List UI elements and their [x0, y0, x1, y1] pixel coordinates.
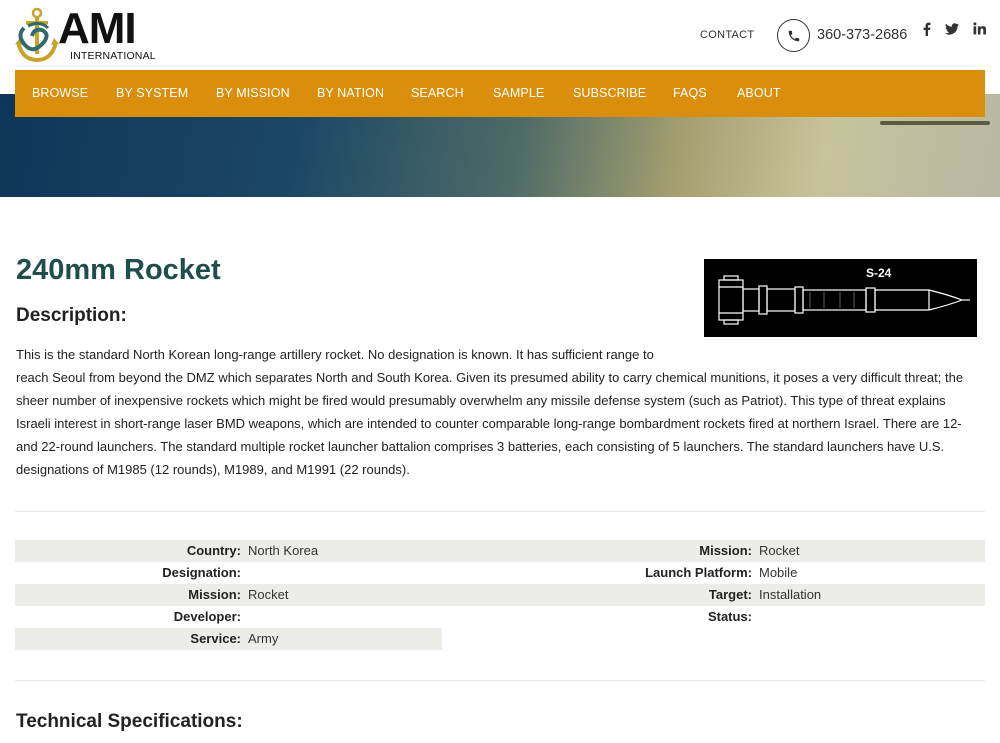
- nav-search[interactable]: SEARCH: [411, 86, 464, 100]
- description-heading: Description:: [16, 305, 127, 326]
- spec-row: [15, 540, 442, 562]
- spec-row: [442, 540, 985, 562]
- spec-label: Launch Platform:: [645, 565, 752, 580]
- phone-icon[interactable]: [777, 19, 810, 52]
- spec-row: [15, 606, 442, 628]
- spec-value: North Korea: [248, 543, 319, 558]
- spec-label: Mission:: [188, 587, 241, 602]
- nav-subscribe[interactable]: SUBSCRIBE: [573, 86, 647, 100]
- description-line-5: and 22-round launchers. The standard multiple rocket launcher battalion comprises 3 batteries, each consisting of 5 launchers. The standard launchers have U.S.: [16, 439, 945, 454]
- description-line-6: designations of M1985 (12 rounds), M1989, and M1991 (22 rounds).: [16, 462, 410, 477]
- nav-browse[interactable]: BROWSE: [32, 86, 89, 100]
- main-nav: [15, 70, 985, 117]
- nav-by-mission[interactable]: BY MISSION: [216, 86, 290, 100]
- brand-subtitle: INTERNATIONAL: [70, 50, 156, 62]
- site-header: [0, 0, 1000, 70]
- spec-value: Army: [248, 631, 279, 646]
- linkedin-icon[interactable]: [973, 22, 986, 38]
- tech-specs-heading: Technical Specifications:: [16, 711, 243, 732]
- section-divider: [15, 680, 985, 681]
- spec-label: Developer:: [173, 609, 241, 624]
- rocket-diagram-image: [704, 259, 977, 337]
- spec-row: [442, 584, 985, 606]
- nav-by-nation[interactable]: BY NATION: [317, 86, 385, 100]
- banner-missile-graphic: [880, 121, 990, 125]
- spec-label: Status:: [707, 609, 752, 624]
- spec-row: [442, 606, 985, 628]
- figure-label: S-24: [866, 266, 892, 280]
- anchor-icon: [14, 6, 60, 64]
- spec-row: [15, 628, 442, 650]
- phone-glyph: [787, 29, 801, 43]
- spec-label: Country:: [186, 543, 241, 558]
- nav-about[interactable]: ABOUT: [737, 86, 781, 100]
- page-title: 240mm Rocket: [16, 254, 221, 286]
- description-line-3: sheer number of inexpensive rockets which might be fired would presumably overwhelm any missile defense system (such as Patriot). This type of threat explains: [16, 393, 946, 408]
- spec-label: Designation:: [162, 565, 241, 580]
- nav-sample[interactable]: SAMPLE: [493, 86, 545, 100]
- spec-label: Mission:: [699, 543, 752, 558]
- spec-label: Target:: [708, 587, 752, 602]
- spec-value: Mobile: [759, 565, 798, 580]
- section-divider: [15, 511, 985, 512]
- description-line-2: reach Seoul from beyond the DMZ which separates North and South Korea. Given its presumed ability to carry chemical munitions, it poses a very difficult threat; the: [16, 370, 964, 385]
- contact-link[interactable]: CONTACT: [700, 29, 755, 41]
- spec-value: Rocket: [759, 543, 800, 558]
- facebook-icon[interactable]: [922, 22, 931, 39]
- spec-value: Installation: [759, 587, 822, 602]
- nav-faqs[interactable]: FAQS: [673, 86, 707, 100]
- description-line-1: This is the standard North Korean long-range artillery rocket. No designation is known. It has sufficient range to: [16, 347, 654, 362]
- spec-row: [442, 562, 985, 584]
- spec-row: [15, 584, 442, 606]
- phone-number[interactable]: 360-373-2686: [817, 27, 908, 43]
- spec-row: [15, 562, 442, 584]
- spec-value: Rocket: [248, 587, 289, 602]
- brand-name: AMI: [58, 4, 136, 53]
- site-logo[interactable]: [14, 4, 156, 64]
- description-line-4: Israeli interest in short-range laser BMD weapons, which are intended to counter comparable long-range bombardment rockets fired at northern Israel. There are 12-: [16, 416, 962, 431]
- nav-by-system[interactable]: BY SYSTEM: [116, 86, 189, 100]
- twitter-icon[interactable]: [945, 22, 959, 38]
- spec-label: Service:: [190, 631, 241, 646]
- rocket-drawing: [704, 259, 977, 337]
